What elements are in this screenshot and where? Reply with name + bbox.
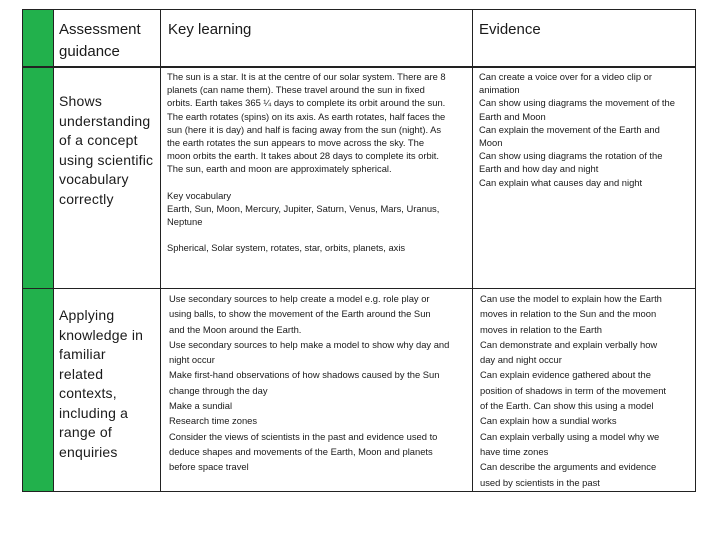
table-border-right: [695, 9, 696, 492]
table-border-left: [22, 9, 23, 492]
row1-vocabulary: [167, 189, 469, 229]
row2-guidance-line: knowledge in: [59, 326, 144, 343]
row2-evidence-line: have time zones: [480, 445, 549, 457]
row2-key-line: using balls, to show the movement of the Earth around the Sun: [169, 308, 431, 320]
table-border-bottom: [22, 491, 696, 492]
row-divider: [22, 288, 696, 289]
row1-guidance-line: understanding: [59, 112, 151, 129]
row2-key-line: deduce shapes and movements of the Earth, Moon and planets: [169, 445, 433, 457]
header-evidence: Evidence: [479, 21, 541, 38]
row2-guidance-line: range of: [59, 424, 112, 440]
row1-evidence-line: Moon: [479, 137, 503, 149]
row1-evidence-line: Earth and Moon: [479, 110, 546, 122]
row2-key-line: Make first-hand observations of how shadows caused by the Sun: [169, 369, 440, 381]
row1-evidence-line: Can explain the movement of the Earth and: [479, 123, 660, 135]
row2-evidence-line: Can describe the arguments and evidence: [480, 461, 657, 473]
row2-guidance-line: including a: [59, 404, 129, 421]
header-guidance: [59, 19, 159, 63]
row2-evidence-line: Can explain how a sundial works: [480, 415, 617, 427]
row1-key-line: sun (here it is day) and half is facing away from the sun (night). As: [167, 123, 442, 135]
row2-evidence-line: Can explain verbally using a model why we: [480, 430, 660, 442]
row1-evidence-line: animation: [479, 84, 520, 96]
row2-guidance-line: Applying: [59, 307, 115, 323]
green-side-bar: [22, 10, 53, 492]
row2-key-line: Use secondary sources to help create a model e.g. role play or: [169, 293, 430, 304]
row1-key-line: The earth rotates (spins) on its axis. As earth rotates, half faces the: [167, 110, 446, 122]
row2-key-line: and the Moon around the Earth.: [169, 323, 302, 335]
row1-key-line: The sun is a star. It is at the centre of our solar system. There are 8: [167, 71, 446, 82]
col-divider-key: [160, 9, 161, 492]
header-divider: [22, 66, 696, 68]
row2-guidance-line: familiar: [59, 346, 106, 362]
row2-evidence-line: used by scientists in the past: [480, 476, 600, 488]
row1-vocab-line: Key vocabulary: [167, 190, 232, 201]
row1-key-line: The sun, earth and moon are approximately spherical.: [167, 163, 392, 175]
row2-evidence-line: of the Earth. Can show this using a model: [480, 400, 654, 412]
row2-guidance: [59, 306, 159, 462]
row1-key-line: moon orbits the earth. It takes about 28 days to complete its orbit.: [167, 150, 440, 162]
table-border-top: [22, 9, 696, 10]
row2-key-line: Consider the views of scientists in the past and evidence used to: [169, 430, 438, 442]
header-guidance-line: Assessment: [59, 21, 141, 38]
row2-key-line: Use secondary sources to help make a model to show why day and: [169, 338, 450, 350]
row1-guidance-line: Shows: [59, 93, 103, 109]
row1-vocabulary-extra: Spherical, Solar system, rotates, star, orbits, planets, axis: [167, 242, 406, 253]
row1-key-learning: [167, 70, 469, 176]
row1-guidance-line: correctly: [59, 190, 114, 207]
row1-guidance-line: using scientific: [59, 151, 154, 168]
row2-guidance-line: enquiries: [59, 443, 118, 460]
row1-evidence-line: Can show using diagrams the movement of the: [479, 97, 675, 109]
row1-key-line: planets (can name them). These travel around the sun in fixed: [167, 84, 425, 96]
row2-evidence-line: Can use the model to explain how the Earth: [480, 293, 662, 304]
row2-evidence: [480, 291, 694, 490]
row1-key-line: orbits. Earth takes 365 ¼ days to complete its orbit around the sun.: [167, 97, 446, 109]
row1-evidence-line: Can show using diagrams the rotation of the: [479, 150, 663, 162]
row1-guidance-line: vocabulary: [59, 171, 129, 187]
row2-key-line: Research time zones: [169, 415, 258, 427]
row2-key-line: Make a sundial: [169, 400, 233, 412]
row2-evidence-line: Can explain evidence gathered about the: [480, 369, 651, 381]
header-key-learning: Key learning: [168, 21, 252, 38]
row2-key-learning: [169, 291, 471, 475]
row2-evidence-line: moves in relation to the Earth: [480, 323, 602, 335]
row1-vocab-line: Earth, Sun, Moon, Mercury, Jupiter, Saturn, Venus, Mars, Uranus,: [167, 203, 440, 215]
header-guidance-line: guidance: [59, 43, 120, 60]
row2-key-line: before space travel: [169, 461, 249, 473]
row1-evidence-line: Can create a voice over for a video clip or: [479, 71, 653, 82]
row1-guidance: [59, 92, 159, 209]
row2-evidence-line: moves in relation to the Sun and the moon: [480, 308, 657, 320]
row2-evidence-line: position of shadows in term of the movement: [480, 384, 667, 396]
row2-key-line: change through the day: [169, 384, 268, 396]
row2-guidance-line: related: [59, 365, 104, 382]
row1-evidence: [479, 70, 693, 189]
row1-key-line: the earth rotates the sun appears to move across the sky. The: [167, 137, 425, 149]
row1-evidence-line: Can explain what causes day and night: [479, 176, 643, 188]
col-divider-evidence: [472, 9, 473, 492]
row1-vocab-line: Neptune: [167, 216, 203, 228]
row2-key-line: night occur: [169, 354, 215, 366]
row1-guidance-line: of a concept: [59, 132, 138, 148]
col-divider-guidance: [53, 9, 54, 492]
row2-guidance-line: contexts,: [59, 385, 117, 401]
row1-evidence-line: Earth and how day and night: [479, 163, 599, 175]
row2-evidence-line: Can demonstrate and explain verbally how: [480, 338, 658, 350]
row2-evidence-line: day and night occur: [480, 354, 562, 366]
